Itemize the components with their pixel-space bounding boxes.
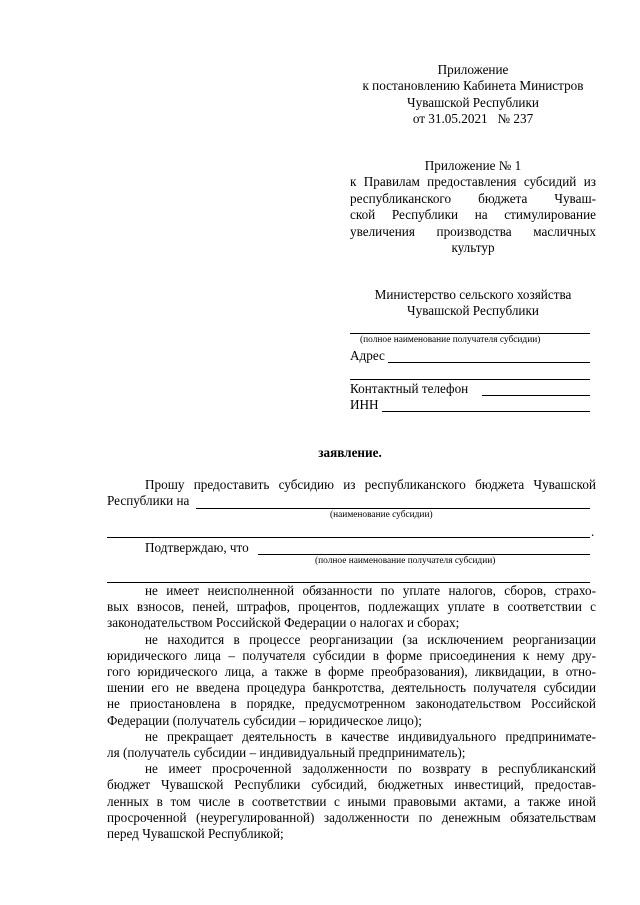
appendix-1-title: Приложение № 1 [424,158,522,173]
condition-line: законодательством Российской Федерации о налогах и сборах; [107,615,460,631]
confirm-recipient-field[interactable] [258,554,590,555]
appendix-header [350,62,596,128]
condition-line: перед Чувашской Республикой; [107,826,284,842]
appendix-1-line: культур [451,240,495,256]
subsidy-name-field-2[interactable] [107,537,590,538]
ministry-line: Чувашской Республики [407,303,539,319]
phone-field[interactable] [482,395,590,396]
request-dot: . [591,524,595,539]
appendix-1-line: увеличения производства масличных [350,223,596,239]
condition-line: не прекращает деятельность в качестве индивидуального предпринимате- [145,728,596,744]
appendix-1-line: республиканского бюджета Чуваш- [350,190,596,206]
statement-title: заявление. [318,445,382,460]
appendix-line: к постановлению Кабинета Министров [362,78,584,94]
condition-line: ленных в том числе в соответствии с иными правовыми актами, а также иной [107,793,596,809]
appendix-line: от 31.05.2021 № 237 [412,111,534,127]
subsidy-name-field[interactable] [196,508,590,509]
request-line: Прошу предоставить субсидию из республиканского бюджета Чувашской [145,477,596,492]
condition-line: гого юридического лица, а также в форме преобразования), ликвидации, в отно- [107,664,596,680]
appendix-1-header [350,158,596,256]
appendix-1-line: ской Республики на стимулирование [350,207,596,223]
condition-line: не приостановлена в порядке, предусмотренном законодательством Российской [107,696,596,712]
request-paragraph [107,477,596,493]
condition-line: не находится в процессе реорганизации (за исключением реорганизации [145,631,596,647]
ministry-line: Министерство сельского хозяйства [374,287,572,302]
confirm-recipient-hint: (полное наименование получателя субсидии) [315,556,496,566]
appendix-1-line: к Правилам предоставления субсидий из [350,174,596,190]
condition-line: шении его не введена процедура банкротства, деятельность получателя субсидии [107,680,596,696]
address-field-2[interactable] [350,379,590,380]
condition-line: не имеет неисполненной обязанности по уплате налогов, сборов, страхо- [145,583,596,598]
inn-label: ИНН [350,397,379,412]
conditions-list [107,583,596,842]
condition-item [107,583,596,632]
condition-line: ля (получатель субсидии – индивидуальный предприниматель); [107,745,466,761]
addressee-block [350,287,596,320]
condition-item [107,761,596,842]
condition-item [107,632,596,729]
request-line-2: Республики на [107,493,190,508]
address-label: Адрес [350,348,385,363]
recipient-name-field[interactable] [350,333,590,334]
condition-line: бюджет Чувашской Республики субсидий, бюджетных инвестиций, предостав- [107,777,596,793]
condition-line: просроченной (неурегулированной) задолженности по денежным обязательствам [107,809,596,825]
appendix-line: Приложение [437,62,509,77]
condition-line: юридического лица – получателя субсидии в форме присоединения к нему дру- [107,647,596,663]
condition-line: вых взносов, пеней, штрафов, процентов, подлежащих уплате в соответствии с [107,599,596,615]
address-field[interactable] [388,362,590,363]
appendix-line: Чувашской Республики [407,94,539,110]
phone-label: Контактный телефон [350,381,469,396]
condition-line: Федерации (получатель субсидии – юридическое лицо); [107,712,422,728]
recipient-name-hint: (полное наименование получателя субсидии) [360,335,541,345]
inn-field[interactable] [382,411,590,412]
confirm-label: Подтверждаю, что [145,540,249,555]
condition-line: не имеет просроченной задолженности по возврату в республиканский [145,761,596,777]
condition-item [107,729,596,761]
subsidy-name-hint: (наименование субсидии) [330,510,433,520]
